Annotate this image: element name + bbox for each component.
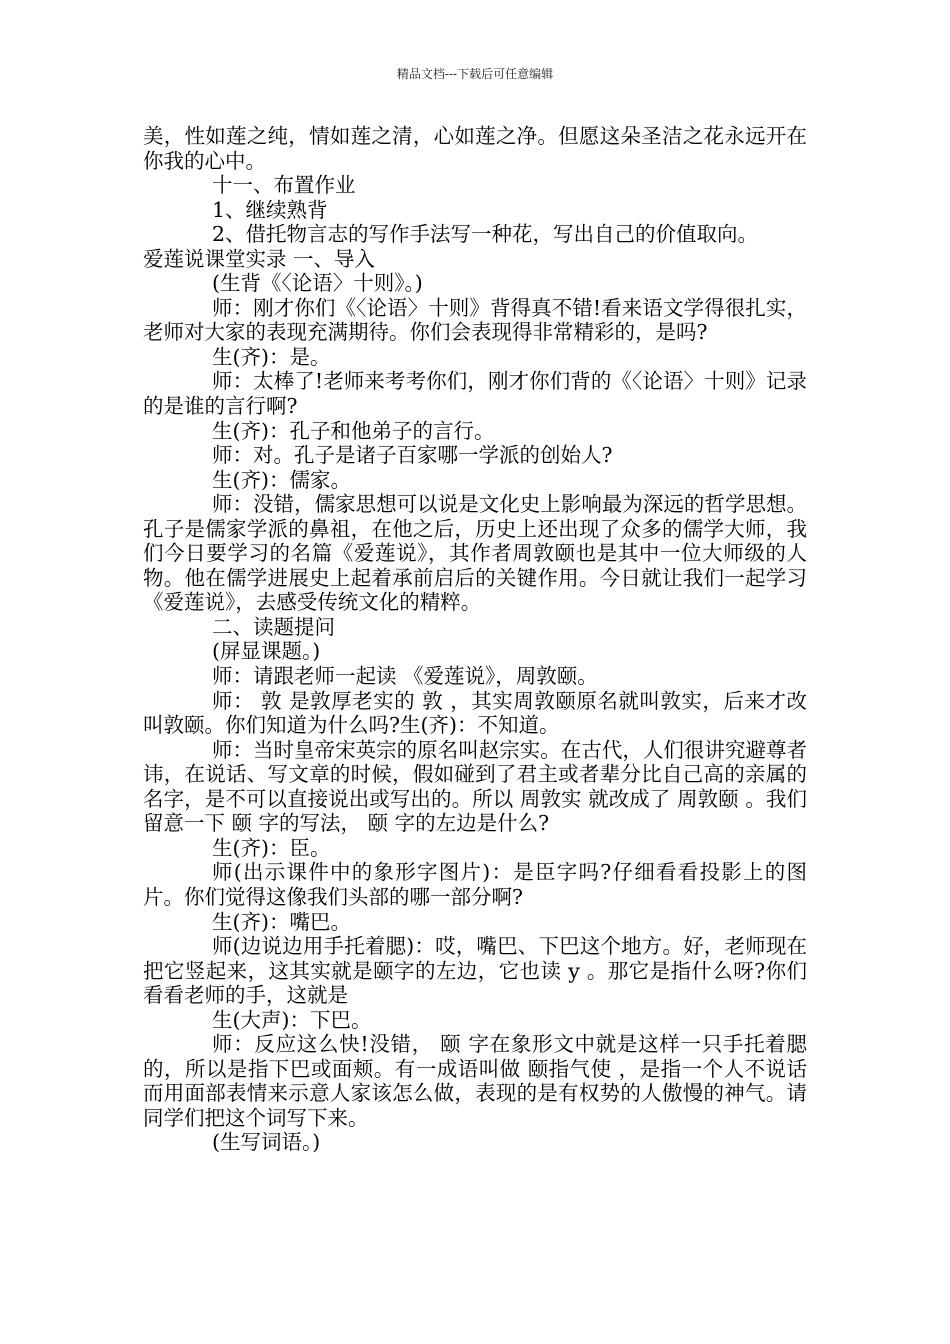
page-header: 精品文档---下载后可任意编辑	[396, 67, 554, 81]
paragraph: 生(大声)：下巴。	[212, 1007, 372, 1032]
paragraph: 师：反应这么快!没错， 颐 字在象形文中就是这样一只手托着腮的，所以是指下巴或面颊。有一成语叫做 颐指气使 ，是指一个人不说话而用面部表情来示意人家该怎么做，表现的是有权势的人傲慢的神气。请同学们把这个词写下来。	[143, 1032, 807, 1130]
list-item: 1、继续熟背	[212, 197, 328, 222]
paragraph: 生(齐)：臣。	[212, 835, 331, 860]
paragraph: 师： 敦 是敦厚老实的 敦 ，其实周敦颐原名就叫敦实，后来才改叫敦颐。你们知道为什么吗?生(齐)：不知道。	[143, 688, 807, 738]
paragraph: 师(边说边用手托着腮)：哎，嘴巴、下巴这个地方。好，老师现在把它竖起来，这其实就是颐字的左边，它也读 y 。那它是指什么呀?你们看看老师的手，这就是	[143, 934, 807, 1008]
paragraph: 师：太棒了!老师来考考你们，刚才你们背的《〈论语〉十则》记录的是谁的言行啊?	[143, 369, 807, 419]
paragraph: 师：没错，儒家思想可以说是文化史上影响最为深远的哲学思想。孔子是儒家学派的鼻祖，在他之后，历史上还出现了众多的儒学大师，我们今日要学习的名篇《爱莲说》，其作者周敦颐也是其中一位大师级的人物。他在儒学进展史上起着承前启后的关键作用。今日就让我们一起学习《爱莲说》，去感受传统文化的精粹。	[143, 492, 807, 615]
paragraph: (生背《〈论语〉十则》。)	[212, 271, 423, 296]
paragraph: 生(齐)：是。	[212, 344, 331, 369]
list-item: 2、借托物言志的写作手法写一种花，写出自己的价值取向。	[212, 222, 759, 247]
section-heading: 二、读题提问	[212, 614, 335, 639]
document-body	[143, 124, 807, 1155]
paragraph: (屏显课题。)	[212, 639, 321, 664]
paragraph: 师：对。孔子是诸子百家哪一学派的创始人?	[212, 443, 613, 468]
paragraph: 生(齐)：孔子和他弟子的言行。	[212, 418, 495, 443]
paragraph: (生写词语。)	[212, 1130, 321, 1155]
paragraph: 师：当时皇帝宋英宗的原名叫赵宗实。在古代，人们很讲究避尊者讳，在说话、写文章的时候，假如碰到了君主或者辈分比自己高的亲属的名字，是不可以直接说出或写出的。所以 周敦实 就改成了 周敦颐 。我们留意一下 颐 字的写法， 颐 字的左边是什么?	[143, 737, 807, 836]
paragraph: 生(齐)：儒家。	[212, 467, 351, 492]
section-heading: 十一、布置作业	[212, 173, 356, 198]
paragraph: 生(齐)：嘴巴。	[212, 909, 351, 934]
paragraph: 美，性如莲之纯，情如莲之清，心如莲之净。但愿这朵圣洁之花永远开在你我的心中。	[143, 124, 807, 173]
paragraph: 师：请跟老师一起读 《爱莲说》，周敦颐。	[212, 664, 598, 689]
paragraph: 师：刚才你们《〈论语〉十则》背得真不错!看来语文学得很扎实，老师对大家的表现充满期待。你们会表现得非常精彩的，是吗?	[143, 295, 807, 345]
section-heading: 爱莲说课堂实录 一、导入	[143, 246, 376, 271]
paragraph: 师(出示课件中的象形字图片)：是臣字吗?仔细看看投影上的图片。你们觉得这像我们头部的哪一部分啊?	[143, 860, 807, 909]
